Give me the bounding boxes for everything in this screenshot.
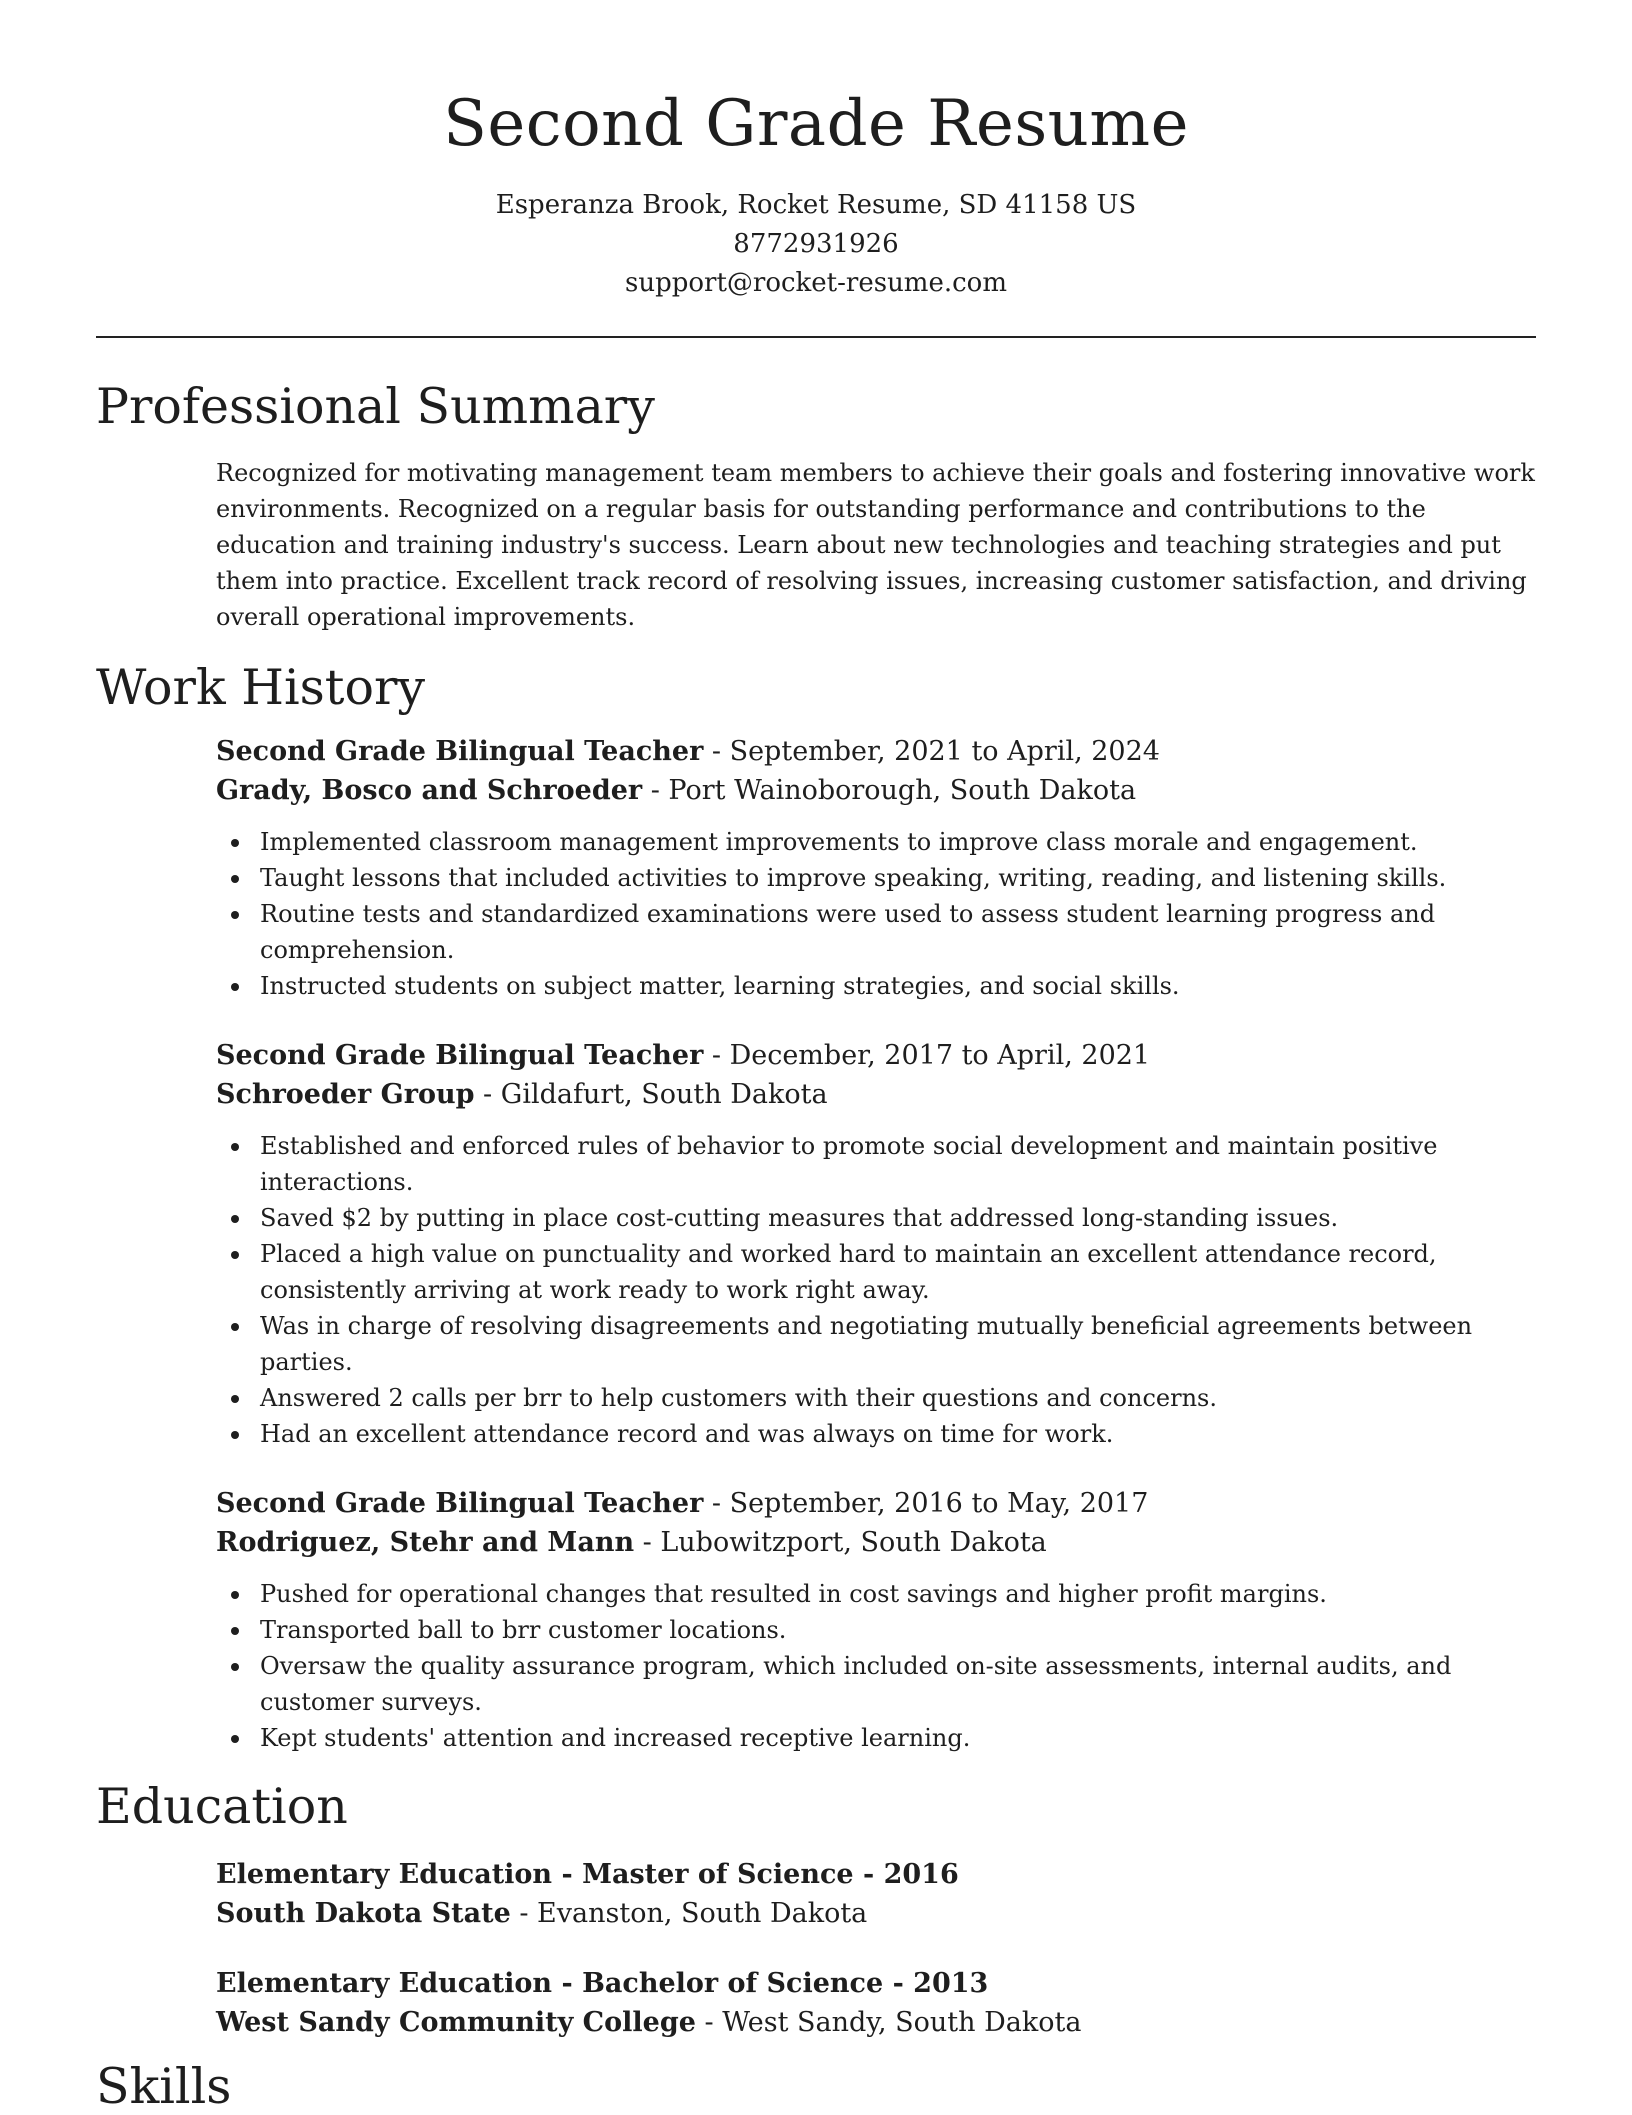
education-school: West Sandy Community College [216, 2007, 696, 2038]
job-company-line [216, 1075, 1536, 1114]
job-bullet: Taught lessons that included activities to improve speaking, writing, reading, and listening skills. [216, 860, 1536, 896]
job-bullet: Pushed for operational changes that resulted in cost savings and higher profit margins. [216, 1576, 1536, 1612]
education-school: South Dakota State [216, 1898, 511, 1929]
resume-page [96, 0, 1536, 2115]
job-dates: - December, 2017 to April, 2021 [703, 1040, 1151, 1071]
job-entry [216, 1484, 1536, 1756]
job-entry [216, 732, 1536, 1004]
job-bullet: Saved $2 by putting in place cost-cutting measures that addressed long-standing issues. [216, 1200, 1536, 1236]
job-bullet: Placed a high value on punctuality and worked hard to maintain an excellent attendance record, consistently arriving at work ready to work right away. [216, 1236, 1536, 1308]
education-school-line [216, 2003, 1536, 2042]
job-company-line [216, 1523, 1536, 1562]
contact-phone: 8772931926 [733, 229, 899, 259]
job-bullet: Had an excellent attendance record and was always on time for work. [216, 1416, 1536, 1452]
job-bullet: Oversaw the quality assurance program, which included on-site assessments, internal audits, and customer surveys. [216, 1648, 1536, 1720]
job-bullet: Established and enforced rules of behavior to promote social development and maintain positive interactions. [216, 1128, 1536, 1200]
job-company: Grady, Bosco and Schroeder [216, 775, 643, 806]
job-bullets [216, 1576, 1536, 1756]
contact-address: Esperanza Brook, Rocket Resume, SD 41158 US [495, 190, 1137, 220]
job-location: - Port Wainoborough, South Dakota [642, 775, 1137, 806]
job-role: Second Grade Bilingual Teacher [216, 736, 704, 767]
education-degree: Elementary Education - Bachelor of Science - 2013 [216, 1968, 989, 1999]
education-location: - Evanston, South Dakota [510, 1898, 868, 1929]
job-entry [216, 1036, 1536, 1452]
job-bullets [216, 824, 1536, 1004]
job-company: Schroeder Group [216, 1079, 475, 1110]
job-bullet: Was in charge of resolving disagreements and negotiating mutually beneficial agreements between parties. [216, 1308, 1536, 1380]
education-degree-line [216, 1855, 1536, 1894]
job-dates: - September, 2021 to April, 2024 [703, 736, 1160, 767]
header-divider [96, 336, 1536, 338]
resume-name: Second Grade Resume [443, 87, 1189, 161]
education-degree-line [216, 1964, 1536, 2003]
job-bullet: Routine tests and standardized examinations were used to assess student learning progress and comprehension. [216, 896, 1536, 968]
job-location: - Gildafurt, South Dakota [474, 1079, 828, 1110]
job-bullet: Transported ball to brr customer locations. [216, 1612, 1536, 1648]
job-location: - Lubowitzport, South Dakota [634, 1527, 1047, 1558]
job-role: Second Grade Bilingual Teacher [216, 1040, 704, 1071]
education-school-line [216, 1894, 1536, 1933]
education-entry [216, 1855, 1536, 1933]
summary-heading: Professional Summary [96, 378, 655, 435]
job-dates: - September, 2016 to May, 2017 [703, 1488, 1149, 1519]
job-company-line [216, 771, 1536, 810]
contact-email: support@rocket-resume.com [624, 268, 1007, 298]
education-location: - West Sandy, South Dakota [695, 2007, 1082, 2038]
work-history-heading: Work History [96, 659, 426, 716]
job-company: Rodriguez, Stehr and Mann [216, 1527, 635, 1558]
job-title-line [216, 732, 1536, 771]
skills-heading: Skills [96, 2058, 232, 2115]
job-title-line [216, 1484, 1536, 1523]
job-bullet: Kept students' attention and increased receptive learning. [216, 1720, 1536, 1756]
job-title-line [216, 1036, 1536, 1075]
education-entry [216, 1964, 1536, 2042]
summary-text: Recognized for motivating management team members to achieve their goals and fostering innovative work environments. Recognized on a regular basis for outstanding performance and contributions to the education and training industry's success. Learn about new technologies and teaching strategies and put them into practice. Excellent track record of resolving issues, increasing customer satisfaction, and driving overall operational improvements. [216, 459, 1535, 631]
job-bullet: Answered 2 calls per brr to help customers with their questions and concerns. [216, 1380, 1536, 1416]
job-bullets [216, 1128, 1536, 1452]
education-heading: Education [96, 1778, 348, 1835]
job-role: Second Grade Bilingual Teacher [216, 1488, 704, 1519]
job-bullet: Instructed students on subject matter, learning strategies, and social skills. [216, 968, 1536, 1004]
job-bullet: Implemented classroom management improvements to improve class morale and engagement. [216, 824, 1536, 860]
contact-block [96, 186, 1536, 303]
education-degree: Elementary Education - Master of Science - 2016 [216, 1859, 959, 1890]
